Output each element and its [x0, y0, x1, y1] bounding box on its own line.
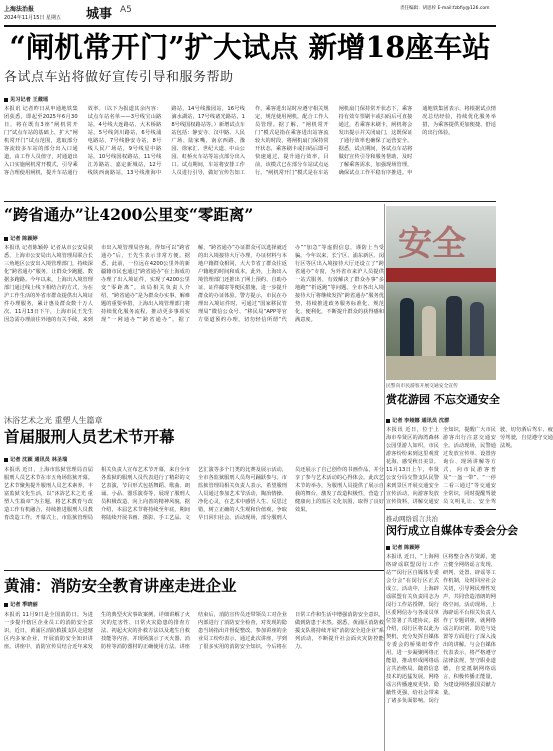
column-divider — [384, 204, 385, 751]
huangpu-title: 黄浦：消防安全教育讲座走进企业 — [4, 576, 237, 595]
tour-body: 本报讯 近日，位于上海市奉贤区的海湾森林公园里游人如织，市民游客纷纷来到这里观赏花海、感受秋日美景。11月13日上午，奉贤公安分局交警支队民警来到景区开展交通安全宣传活动，向游客发放宣传资料，讲解交通安全知识，提醒广大市民游客出行注意交通安全。活动现场，民警通过发放宣传单、设置咨询台、现场讲解等方式，向市民游客普及“一盔一带”、“一停二看三通过”等交通安全常识，同时提醒驾驶员文明礼让、安全驾驶，切勿酒后驾车、疲劳驾驶，自觉遵守交通法规。 — [386, 427, 553, 505]
cross-title: “跨省通办”让4200公里变“零距离” — [4, 205, 254, 224]
square-bullet-icon — [386, 419, 390, 423]
section-rule — [4, 570, 384, 571]
lead-byline — [4, 96, 48, 103]
photo-watermark: 安全 — [398, 224, 466, 264]
paper-name: 上海法治报 — [4, 6, 35, 13]
page-number: A5 — [120, 5, 132, 15]
section-rule — [4, 201, 496, 202]
masthead-rule — [4, 25, 496, 27]
tour-title: 赏花游园 不忘交通安全 — [386, 393, 500, 406]
minhang-title: 闵行成立自媒体专委会分会 — [386, 524, 518, 537]
art-title: 首届服刑人员艺术节开幕 — [4, 427, 175, 446]
person-figure — [470, 302, 484, 360]
date-line: 2024年11月15日 星期五 — [4, 15, 62, 21]
photo-banner — [386, 268, 496, 282]
lead-subtitle: 各试点车站将做好宣传引导和服务帮助 — [4, 70, 234, 85]
art-byline — [4, 456, 67, 463]
tour-byline-text: 记者 李娅娜 通讯员 沈群 — [392, 418, 450, 424]
huangpu-body: 本报讯 11月9日是全国消防日。为进一步提升辖区企业员工的消防安全意识，近日，黄浦区消防救援支队走进辖区内多家企业，开展消防安全知识讲座。讲座中，消防宣传员结合近年来发生的典型火灾事故案例，详细讲解了火灾的危害性、日常火灾隐患的排查方法、初起火灾的扑救方法以及逃生自救技能等内容，并现场演示了灭火器、消防栓等消防器材的正确使用方法。讲座结束后，消防宣传员还带领员工对企业内部进行了消防安全检查，对发现的隐患当场指出并督促整改。参加讲座的企业员工纷纷表示，通过此次讲座，学到了很多实用的消防安全知识，今后将在日常工作和生活中增强消防安全意识，做到防患于未然。据悉，黄浦区消防救援支队将持续开展“消防安全进企业”系列活动，不断提升社会面火灾防控能力。 — [4, 612, 384, 650]
editor-email: E-mail:fzbfiy@126.com — [437, 6, 490, 11]
news-photo — [386, 206, 496, 380]
square-bullet-icon — [386, 546, 390, 550]
lead-byline-text: 见习记者 王葳瑶 — [10, 97, 49, 103]
tour-byline — [386, 417, 449, 424]
ground — [386, 356, 496, 380]
minhang-kicker: 推动网络谣言共治 — [386, 515, 438, 523]
section-name: 城事 — [86, 7, 113, 22]
lead-title: “闸机常开门”扩大试点 新增18座车站 — [9, 30, 491, 64]
cross-byline — [4, 235, 38, 242]
person-figure — [422, 306, 436, 361]
art-byline-text: 记者 沈颖 通讯员 林圣瑞 — [10, 457, 68, 463]
huangpu-byline — [4, 601, 38, 608]
art-kicker: 沐浴艺术之光 重塑人生篇章 — [4, 416, 103, 425]
cross-body: 本报讯 记者陈颖婷 记者从市公安局获悉，上海市公安局出入境管理局联合长三角地区公安出入境管理部门，持续深化“跨省通办”服务，让群众少跑腿、数据多跑路。今年以来，上海出入境管理部门通过线上线下相结合的方式，为在沪工作生活的外省市群众提供出入境证件办理服务，累计惠及群众数十万人次。11月13日下午，上海市民王先生因急需办理前往外地的有关手续，来到市出入境管理局咨询。得知可以“跨省通办”后，王先生表示非常方便。据悉，此前，一位远在4200公里外的新疆籍市民也通过“跨省通办”在上海成功办理了出入境证件，实现了4200公里变“零距离”。该局相关负责人介绍，“跨省通办”是为群众办实事、解难题的重要举措，上海出入境管理部门将持续优化服务流程，推动更多事项实现“一网通办”“跨省通办”。据了解，“跨省通办”办证群众可以选择就近的出入境接待大厅办理，办证材料与本地户籍群众相同，大大节省了群众往返户籍地的时间和成本。此外，上海出入境管理部门还推出了网上预约、自助办证、证件邮寄等便民措施，进一步提升群众的办证体验。警方提示，市民在办理出入境证件时，可通过“国家移民管理局”微信公众号、“移民局”APP等官方渠道预约办理，切勿轻信所谓“代办”“加急”等虚假信息，谨防上当受骗。今年以来，长宁区、浦东新区、闵行区等区出入境接待大厅还设立了“跨省通办”专窗，为外省市来沪人员提供一站式服务，有效解决了群众办事“多地跑”“折返跑”等问题。全市各出入境接待大厅将继续发挥“跨省通办”服务优势，持续推进政务服务标准化、规范化、便利化，不断提升群众的获得感和满意度。 — [4, 245, 384, 323]
editor-name: 责任编辑：胡思梓 — [400, 6, 436, 11]
masthead — [4, 3, 496, 25]
square-bullet-icon — [4, 458, 8, 462]
section-rule — [386, 509, 496, 510]
person-figure — [446, 296, 462, 360]
person-figure — [400, 298, 414, 358]
minhang-body: 本报讯 近日，“上海网络辟谣联盟闵行工作站”“闵行区自媒体专委会分会”在闵行区正式成立。活动中，上海辟谣联盟有关负责同志为闵行工作站授牌，闵行区委网信办与各成员单位签署了共建协议。据介绍，闵行区将以此为契机，充分发挥自媒体专委会的桥梁纽带作用，进一步凝聚网络正能量，推动形成网络谣言共治格局。随着信息技术的迅猛发展，网络谣言传播速度更快、隐蔽性更强，给社会带来了诸多负面影响。闵行区将整合各方资源，建立健全网络谣言发现、研判、处置、辟谣等工作机制，及时回应社会关切，引导网民理性发声，共同营造清朗的网络空间。活动现场，上海辟谣平台相关负责人作了专题讲座，就网络谣言的识别、防范与处置等方面进行了深入浅出的讲解。与会自媒体代表表示，将严格遵守法律法规，坚守职业道德，自觉抵制网络谣言，积极传播正能量，为建设网络强国贡献力量。 — [386, 554, 496, 704]
huangpu-byline-text: 记者 季晓丽 — [10, 602, 38, 608]
cross-byline-text: 记者 陈颖婷 — [10, 236, 38, 242]
minhang-byline-text: 记者 陈颖婷 — [392, 545, 420, 551]
square-bullet-icon — [4, 98, 8, 102]
square-bullet-icon — [4, 237, 8, 241]
photo-caption: 民警向市民游客开展交通安全宣传 — [386, 384, 458, 389]
minhang-byline — [386, 544, 420, 551]
square-bullet-icon — [4, 603, 8, 607]
editor-line — [400, 5, 490, 11]
art-body: 本报讯 近日，上海市监狱管理局首届服刑人员艺术节在市五角场监狱开幕。艺术节聚焦提升服刑人员艺术素养，丰富监狱文化生活，以“沐浴艺术之光 重塑人生篇章”为主题，将艺术教育与改造工作有机融合，持续推进服刑人员教育改造工作。开幕式上，市监狱管理局相关负责人宣布艺术节开幕，来自全市各监狱的服刑人员代表进行了精彩的文艺表演，节目形式包括舞蹈、歌曲、朗诵、小品、器乐演奏等，展现了服刑人员积极改造、向上向善的精神风貌。据介绍，本届艺术节将持续至年底，期间将陆续开展书画、摄影、手工艺品、文艺汇演等多个门类的比赛及展示活动，全市各监狱服刑人员均可踊跃参与。市监狱管理局相关负责人表示，希望服刑人员通过参加艺术节活动，陶冶情操、净化心灵，在艺术中感悟人生、反思过错，树立正确的人生观和价值观，争取早日回归社会。活动现场，部分服刑人员还展示了自己创作的书画作品，并分享了参与艺术活动的心得体会。此次艺术节的举办，为服刑人员提供了展示自我的舞台，激发了改造积极性，营造了健康向上的监区文化氛围，取得了良好效果。 — [4, 467, 384, 521]
lead-body: 本报讯 记者昨日从申通地铁集团获悉，即起至2025年6月30日，将在既有3座“闸机常开门”试点车站的基础上，扩大“闸机常开门”试点范围，选取部分客流较多车站的部分出入口通道，由工作人员值守，对通道出入口实施闸机常开模式，引导乘客合理使用闸机，提升车站通行效率。（以下为报道其余内容：试点车站名单——3号线宝山路站，4号线大连路站、大木桥路站，5号线剑川路站，6号线浦电路站，7号线静安寺站，8号线人民广场站，9号线星中路站，10号线国权路站，11号线江苏路站、嘉定新城站，12号线陕西南路站，13号线淮海中路站，14号线豫园站，16号线滴水湖站，17号线诸光路站，18号线国权路站等。）新增试点车站包括：静安寺、汉中路、人民广场、陆家嘴、南京西路、豫园、徐家汇、世纪大道、中山公园、虹桥火车站等站点部分出入口。试点期间，车站将安排工作人员进行引导，做好宣传告知工作，乘客进出站时应遵守相关规定，规范使用闸机，配合工作人员管理。据了解，“闸机常开门”模式是指在乘客进出站客流较大的时段，将闸机扇门保持常开状态，乘客刷卡或扫码后即可快速通过，提升通行效率。目前，该模式已在部分车站试点运行。“闸机常开门”模式是在车站闸机扇门保持常开状态下，乘客持有效车票刷卡或扫码后可直接通过，若乘客未刷卡，闸机将会发出提示并关闭扇门，这既保证了通行效率也确保了运营安全。据悉，试点期间，各试点车站将做好宣传引导和服务帮助，及时了解乘客需求，加强现场管理，确保试点工作平稳有序推进。申通地铁集团表示，将根据试点情况总结经验，持续优化服务举措，为乘客提供更加便捷、舒适的出行体验。 — [4, 106, 496, 176]
